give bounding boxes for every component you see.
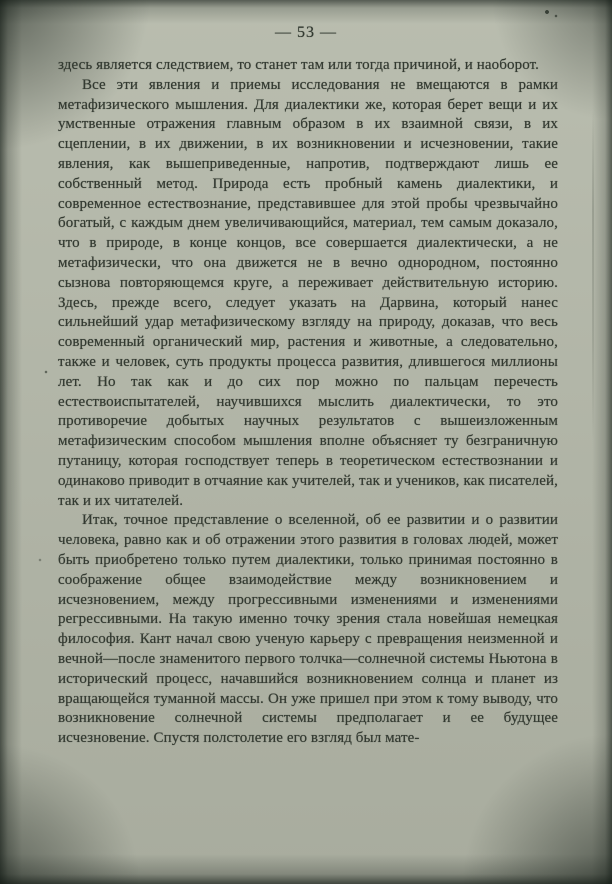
paragraph-continuation: здесь является следствием, то станет там или тогда причиной, и наоборот. [58, 57, 539, 73]
page-number: — 53 — [275, 24, 337, 41]
paragraph: Итак, точное представление о вселенной, об ее развитии и о развитии человека, равно как и об отражении этого развития в головах людей, может быть приобретено только путем диалектики, только принимая постоянно в соображение общее взаимодействие между возникновением и исчезновением, между прогрессивными изменениями и изменениями регрессивными. На такую именно точку зрения стала новейшая немецкая философия. Кант начал свою ученую карьеру с превращения неизменной и вечной—после знаменитого первого толчка—солнечной системы Ньютона в исторический процесс, начавшийся возникновением солнца и планет из вращающейся туманной массы. Он уже пришел при этом к тому выводу, что возникновение солнечной системы предполагает и ее будущее исчезновение. Спустя полстолетие его взгляд был мате- [58, 512, 558, 747]
paper-crease [592, 110, 594, 440]
paragraph: Все эти явления и приемы исследования не вмещаются в рамки метафизического мышления. Для диалектики же, которая берет вещи и их умственные отражения главным образом в их взаимной связи, в их сцеплении, в их движении, в их возникновении и исчезновении, такие явления, как вышеприведенные, напротив, подтверждают лишь ее собственный метод. Природа есть пробный камень диалектики, и современное естествознание, представившее для этой пробы чрезвычайно богатый, с каждым днем увеличивающийся, материал, тем самым доказало, что в природе, в конце концов, все совершается диалектически, а не метафизически, что она движется не в вечно однородном, постоянно сызнова повторяющемся круге, а переживает действительную историю. Здесь, прежде всего, следует указать на Дарвина, который нанес сильнейший удар метафизическому взгляду на природу, доказав, что весь современный органический мир, растения и животные, а следовательно, также и человек, суть продукты процесса развития, длившегося миллионы лет. Но так как и до сих пор можно по пальцам перечесть естествоиспытателей, научившихся мыслить диалектически, то это противоречие добытых научных результатов с вышеизложенным метафизическим способом мышления вполне объясняет ту безграничную путаницу, которая господствует теперь в теоретическом естествознании и одинаково приводит в отчаяние как учителей, так и учеников, как писателей, так и их читателей. [58, 76, 558, 509]
text-block [58, 56, 558, 749]
